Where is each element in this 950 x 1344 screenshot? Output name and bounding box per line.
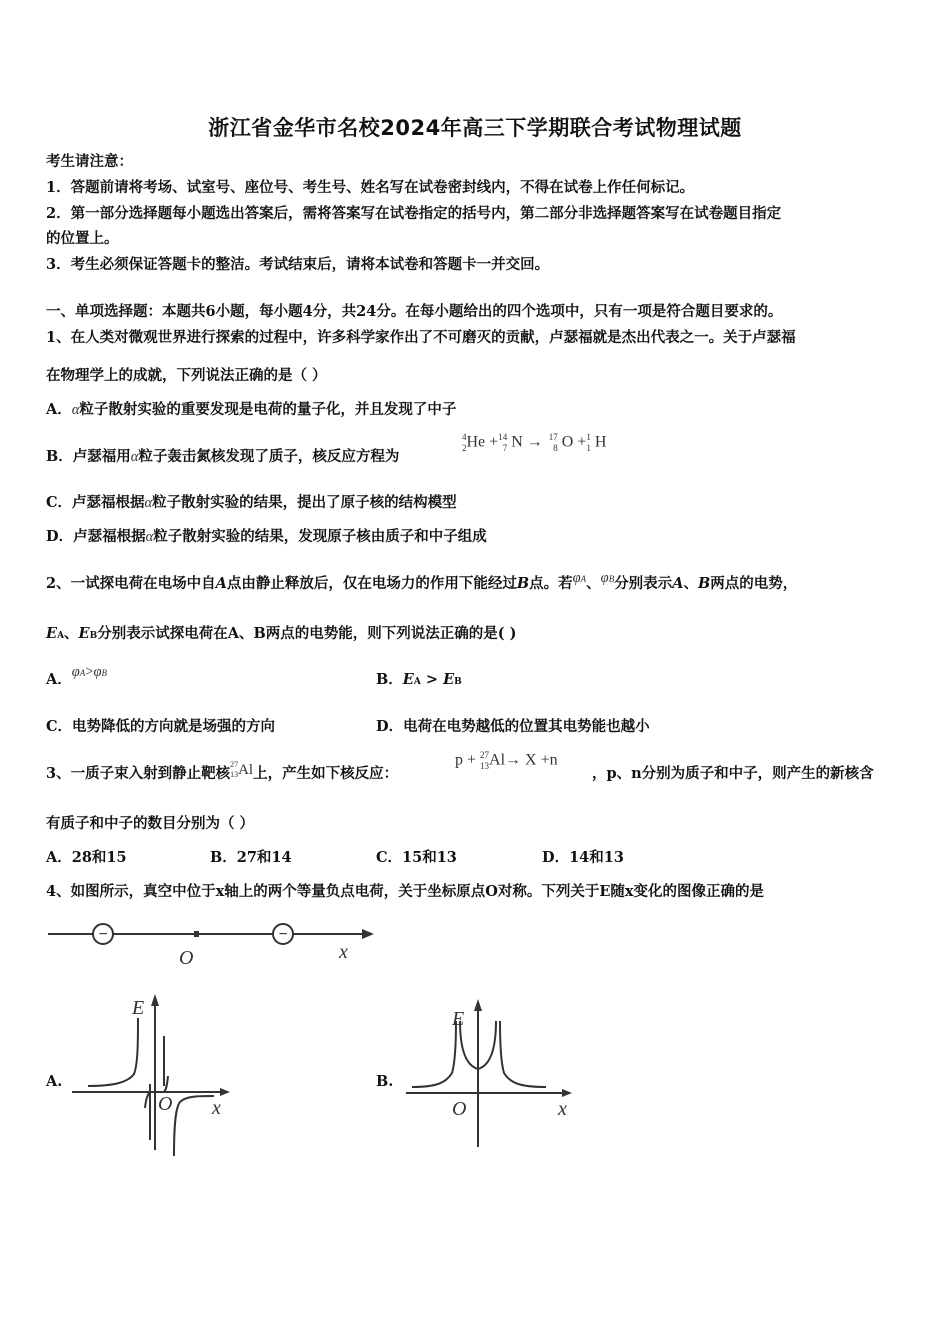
curve-left-branch [88,1018,138,1086]
notice-heading: 考生请注意： [46,153,133,170]
q1-stem-line1: 1、在人类对微观世界进行探索的过程中，许多科学家作出了不可磨灭的贡献，卢瑟福就是杰出代表之一。关于卢瑟福 [46,329,796,346]
x-axis-arrow-icon [562,1089,572,1097]
q1-option-a: A．α粒子散射实验的重要发现是电荷的量子化，并且发现了中子 [46,401,457,418]
q2-stem-line2: EA、EB分别表示试探电荷在A、B两点的电势能，则下列说法正确的是( ) [46,625,517,642]
alpha-symbol: α [145,529,154,545]
q1-option-d: D．卢瑟福根据α粒子散射实验的结果，发现原子核由质子和中子组成 [46,528,487,545]
q3-option-c: C．15和13 [376,849,457,866]
origin-label: O [452,1098,467,1120]
alpha-symbol: α [130,449,139,465]
origin-label: O [179,947,194,969]
q2-option-a: A．φA>φB [46,664,108,688]
q2-option-b: B．EA > EB [376,671,462,688]
svg-text:−: − [98,926,108,943]
origin-label: O [158,1093,173,1115]
x-label: x [558,1098,567,1120]
q4-graph-b [400,995,590,1155]
q1-reaction-equation: 4 2He +14 7 N → 17 8 O +1 1 H [462,432,607,453]
q2-option-c: C．电势降低的方向就是场强的方向 [46,718,276,735]
e-axis-arrow-icon [151,994,159,1006]
q3-stem-line1: 3、一质子束入射到静止靶核27 13Al上，产生如下核反应： [46,760,399,782]
page-title: 浙江省金华市名校2024年高三下学期联合考试物理试题 [208,116,742,140]
curve-right-outer [500,1021,546,1087]
x-axis-arrow-icon [220,1088,230,1096]
alpha-symbol: α [144,495,153,511]
x-label: x [339,941,348,963]
q4-option-a-label: A. [46,1073,63,1090]
q4-stem: 4、如图所示，真空中位于x轴上的两个等量负点电荷，关于坐标原点O对称。下列关于E随x变化的图像正确的是 [46,883,765,900]
origin-point [194,931,199,937]
curve-right-branch [174,1096,214,1156]
q4-graph-a [70,990,240,1160]
q1-stem-line2: 在物理学上的成就，下列说法正确的是（ ） [46,367,327,384]
q3-option-a: A．28和15 [46,849,127,866]
notice-item-3: 3．考生必须保证答题卡的整洁。考试结束后，请将本试卷和答题卡一并交回。 [46,256,550,273]
q3-reaction-equation: p + 27 13Al→ X +n [455,750,558,771]
q1-option-c: C．卢瑟福根据α粒子散射实验的结果，提出了原子核的结构模型 [46,494,457,511]
svg-text:−: − [278,926,288,943]
section-heading: 一、单项选择题：本题共6小题，每小题4分，共24分。在每小题给出的四个选项中，只有一项是符合题目要求的。 [46,303,783,320]
e-label: E [452,1008,465,1030]
x-axis-arrow-icon [362,929,374,939]
x-label: x [212,1097,221,1119]
q3-stem-line2: 有质子和中子的数目分别为（ ） [46,815,255,832]
q3-option-b: B．27和14 [210,849,292,866]
q4-charge-figure [44,912,384,972]
q2-option-d: D．电荷在电势越低的位置其电势能也越小 [376,718,650,735]
q2-stem-line1: 2、一试探电荷在电场中自A点由静止释放后，仅在电场力的作用下能经过B点。若φA、φB分别表示A、B两点的电势， [46,570,798,592]
q1-option-b: B．卢瑟福用α粒子轰击氮核发现了质子，核反应方程为 [46,448,400,465]
notice-item-1: 1．答题前请将考场、试室号、座位号、考生号、姓名写在试卷密封线内，不得在试卷上作任何标记。 [46,179,695,196]
alpha-symbol: α [71,402,80,418]
curve-left-outer [412,1021,456,1087]
phi-b-symbol: φB [600,570,615,586]
phi-a-symbol: φA [572,570,587,586]
q3-stem-line1-end: ，p、n分别为质子和中子，则产生的新核含 [592,765,874,782]
q3-option-d: D．14和13 [542,849,624,866]
q4-option-b-label: B. [376,1073,394,1090]
notice-item-2: 2．第一部分选择题每小题选出答案后，需将答案写在试卷指定的括号内，第二部分非选择题答案写在试卷题目指定 [46,205,782,222]
e-label: E [132,997,145,1019]
notice-item-2-cont: 的位置上。 [46,230,119,247]
e-axis-arrow-icon [474,999,482,1011]
